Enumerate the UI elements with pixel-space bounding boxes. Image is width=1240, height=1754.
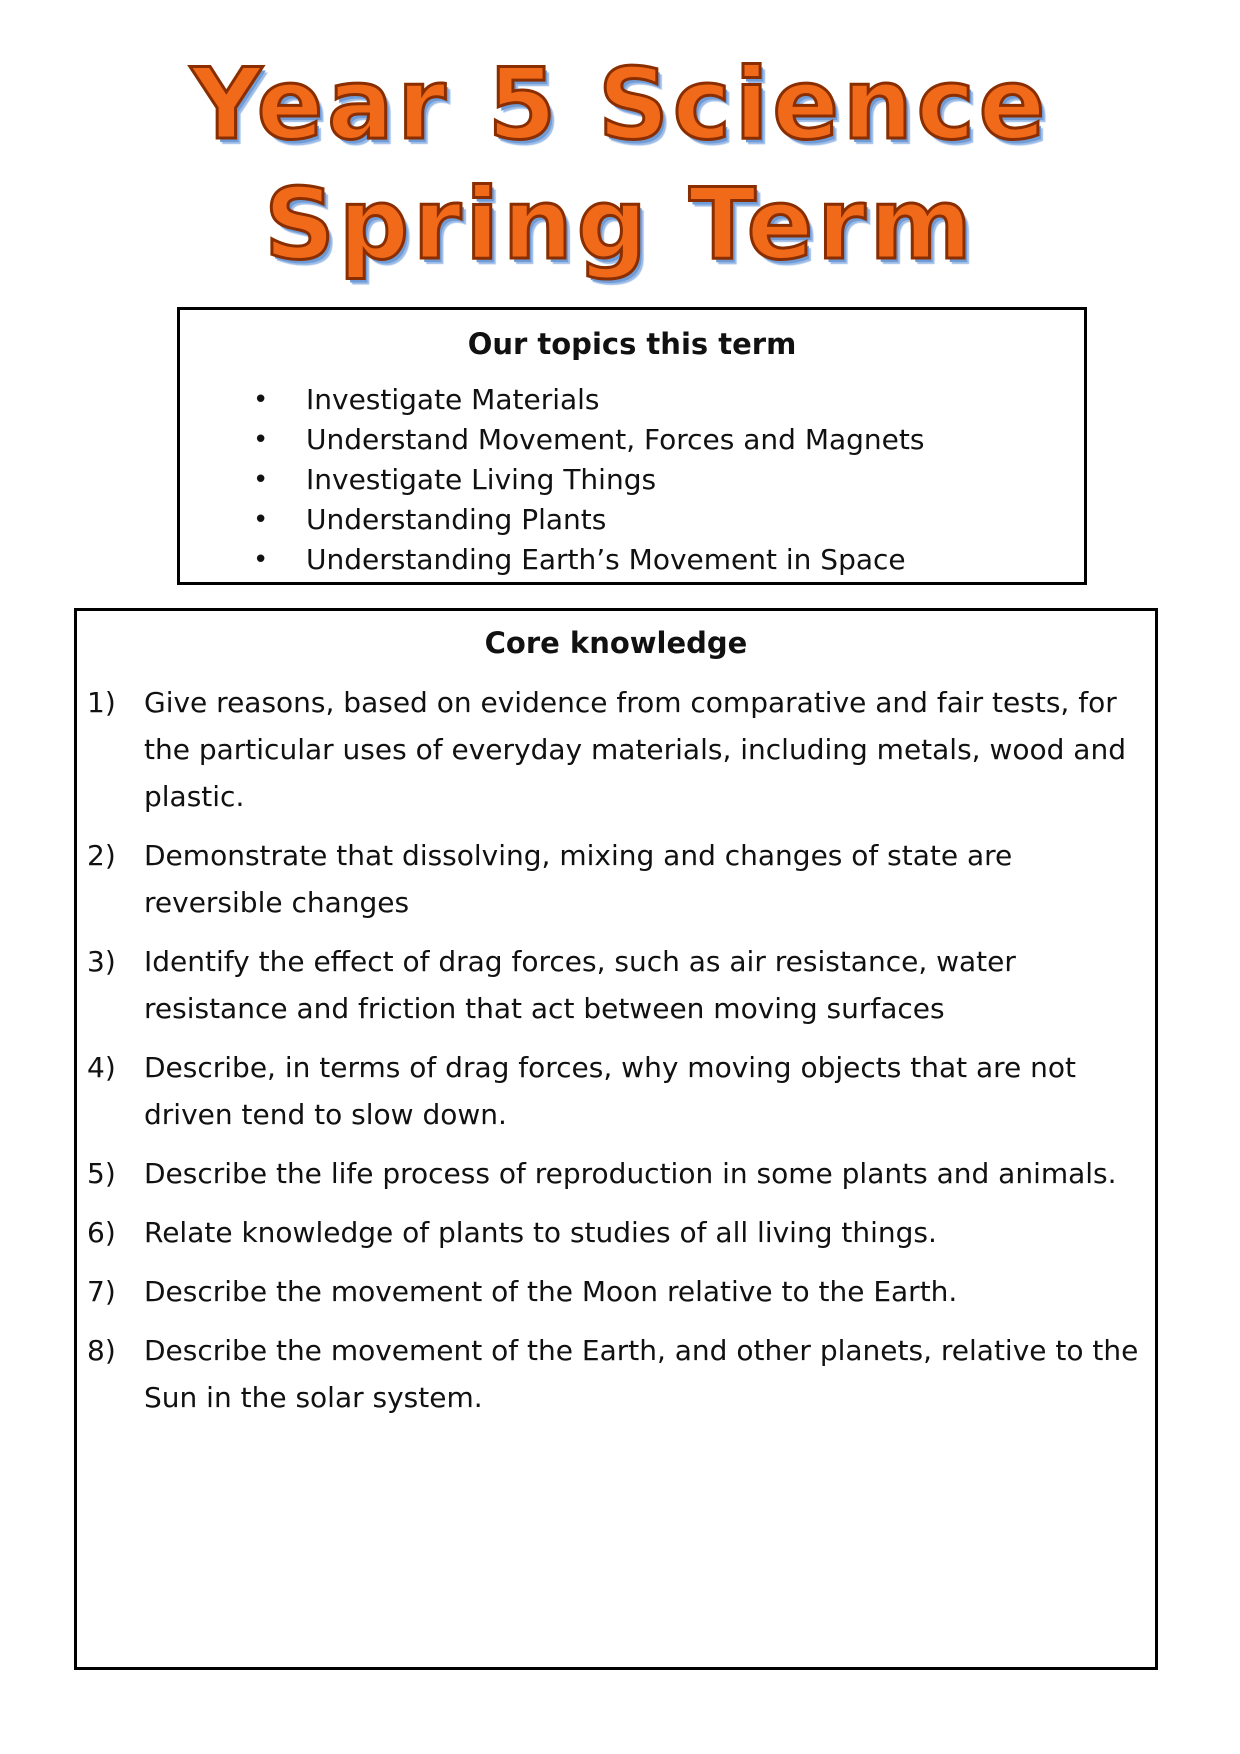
page-title-line-2: Spring Term (264, 168, 976, 282)
bullet-icon: • (253, 425, 269, 455)
topics-box (177, 307, 1087, 585)
core-item-text: Describe, in terms of drag forces, why moving objects that are not driven tend to slow down. (144, 1051, 1077, 1131)
topic-item (180, 460, 924, 500)
topic-item (180, 380, 924, 420)
core-item-number: 6) (87, 1216, 116, 1249)
core-item (77, 938, 1155, 1032)
topic-text: Investigate Living Things (306, 463, 657, 496)
topic-text: Investigate Materials (306, 383, 600, 416)
core-item (77, 679, 1155, 820)
core-item (77, 1209, 1155, 1256)
topic-text: Understanding Plants (306, 503, 607, 536)
core-item-number: 2) (87, 839, 116, 872)
topics-list (180, 380, 924, 580)
topic-item (180, 500, 924, 540)
topic-item (180, 420, 924, 460)
bullet-icon: • (253, 545, 269, 575)
core-item (77, 1150, 1155, 1197)
core-knowledge-heading: Core knowledge (484, 626, 748, 660)
core-item-text: Relate knowledge of plants to studies of all living things. (144, 1216, 937, 1249)
bullet-icon: • (253, 465, 269, 495)
core-item-text: Identify the effect of drag forces, such as air resistance, water resistance and friction that act between moving surfaces (144, 945, 1016, 1025)
core-item-text: Describe the life process of reproduction in some plants and animals. (144, 1157, 1117, 1190)
core-knowledge-list (77, 679, 1155, 1433)
core-item-number: 4) (87, 1051, 116, 1084)
topic-text: Understanding Earth’s Movement in Space (306, 543, 906, 576)
topics-heading: Our topics this term (467, 327, 797, 361)
core-item-number: 3) (87, 945, 116, 978)
bullet-icon: • (253, 505, 269, 535)
topic-text: Understand Movement, Forces and Magnets (306, 423, 925, 456)
topic-item (180, 540, 924, 580)
core-item (77, 1268, 1155, 1315)
core-item-text: Give reasons, based on evidence from comparative and fair tests, for the particular uses of everyday materials, including metals, wood and plastic. (144, 686, 1126, 813)
page-title-line-1: Year 5 Science (190, 48, 1050, 162)
core-item (77, 1044, 1155, 1138)
core-item-number: 7) (87, 1275, 116, 1308)
bullet-icon: • (253, 385, 269, 415)
core-item-number: 1) (87, 686, 116, 719)
core-item-text: Describe the movement of the Moon relative to the Earth. (144, 1275, 958, 1308)
core-item-text: Demonstrate that dissolving, mixing and changes of state are reversible changes (144, 839, 1013, 919)
core-item (77, 832, 1155, 926)
core-item-number: 8) (87, 1334, 116, 1367)
core-item-number: 5) (87, 1157, 116, 1190)
core-item-text: Describe the movement of the Earth, and other planets, relative to the Sun in the solar system. (144, 1334, 1139, 1414)
core-knowledge-box (74, 608, 1158, 1670)
core-item (77, 1327, 1155, 1421)
